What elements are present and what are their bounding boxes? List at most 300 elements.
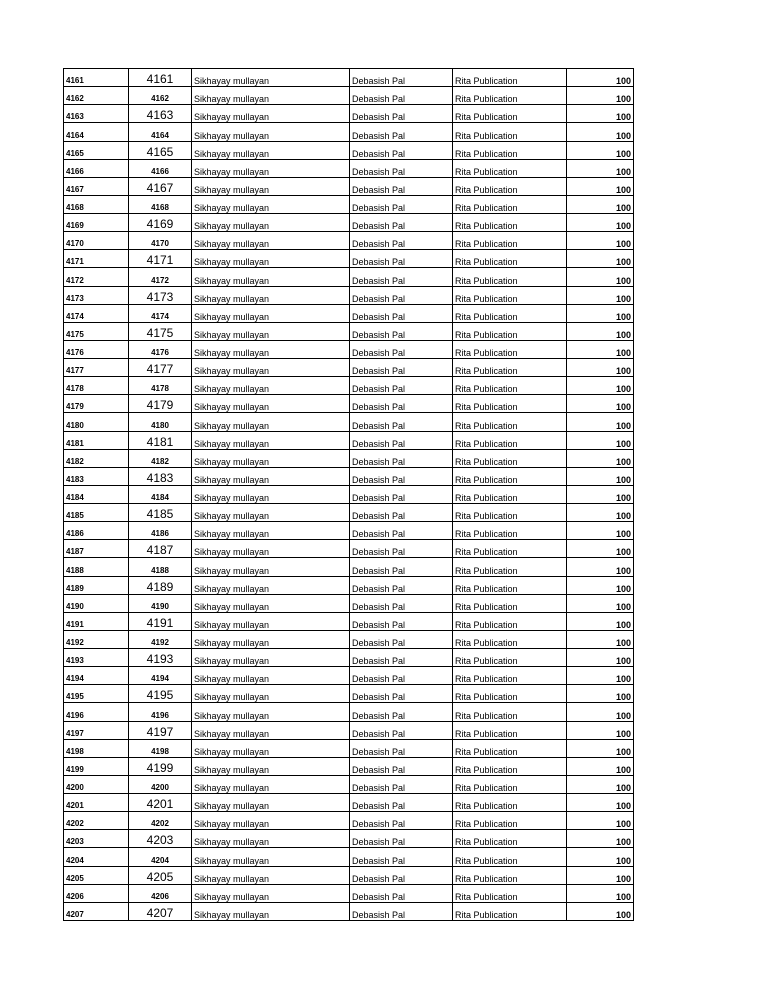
serial-cell: 4166 [64, 159, 129, 177]
author-cell: Debasish Pal [350, 757, 453, 775]
publisher-cell: Rita Publication [453, 87, 567, 105]
publisher-cell: Rita Publication [453, 558, 567, 576]
price-cell: 100 [567, 377, 634, 395]
price-cell: 100 [567, 685, 634, 703]
author-cell: Debasish Pal [350, 866, 453, 884]
book-number-cell: 4186 [129, 522, 192, 540]
table-row [64, 576, 634, 594]
title-cell: Sikhayay mullayan [192, 576, 350, 594]
book-number-cell: 4194 [129, 667, 192, 685]
publisher-cell: Rita Publication [453, 794, 567, 812]
price-cell: 100 [567, 902, 634, 920]
table-row [64, 395, 634, 413]
author-cell: Debasish Pal [350, 250, 453, 268]
title-cell: Sikhayay mullayan [192, 775, 350, 793]
price-cell: 100 [567, 431, 634, 449]
publisher-cell: Rita Publication [453, 340, 567, 358]
book-number-cell: 4202 [129, 812, 192, 830]
price-cell: 100 [567, 214, 634, 232]
book-number-cell: 4182 [129, 449, 192, 467]
author-cell: Debasish Pal [350, 812, 453, 830]
price-cell: 100 [567, 304, 634, 322]
price-cell: 100 [567, 667, 634, 685]
table-row [64, 485, 634, 503]
price-cell: 100 [567, 449, 634, 467]
publisher-cell: Rita Publication [453, 286, 567, 304]
title-cell: Sikhayay mullayan [192, 830, 350, 848]
book-number-cell: 4163 [129, 105, 192, 123]
table-row [64, 214, 634, 232]
serial-cell: 4203 [64, 830, 129, 848]
price-cell: 100 [567, 250, 634, 268]
table-row [64, 141, 634, 159]
book-number-cell: 4179 [129, 395, 192, 413]
book-number-cell: 4165 [129, 141, 192, 159]
book-number-cell: 4192 [129, 630, 192, 648]
serial-cell: 4196 [64, 703, 129, 721]
author-cell: Debasish Pal [350, 195, 453, 213]
price-cell: 100 [567, 830, 634, 848]
table-row [64, 902, 634, 920]
book-number-cell: 4200 [129, 775, 192, 793]
table-row [64, 413, 634, 431]
author-cell: Debasish Pal [350, 431, 453, 449]
price-cell: 100 [567, 232, 634, 250]
publisher-cell: Rita Publication [453, 504, 567, 522]
price-cell: 100 [567, 812, 634, 830]
serial-cell: 4186 [64, 522, 129, 540]
author-cell: Debasish Pal [350, 667, 453, 685]
title-cell: Sikhayay mullayan [192, 232, 350, 250]
table-row [64, 286, 634, 304]
publisher-cell: Rita Publication [453, 739, 567, 757]
title-cell: Sikhayay mullayan [192, 522, 350, 540]
price-cell: 100 [567, 576, 634, 594]
author-cell: Debasish Pal [350, 830, 453, 848]
serial-cell: 4195 [64, 685, 129, 703]
publisher-cell: Rita Publication [453, 467, 567, 485]
serial-cell: 4175 [64, 322, 129, 340]
table-row [64, 594, 634, 612]
author-cell: Debasish Pal [350, 105, 453, 123]
price-cell: 100 [567, 359, 634, 377]
author-cell: Debasish Pal [350, 504, 453, 522]
serial-cell: 4197 [64, 721, 129, 739]
title-cell: Sikhayay mullayan [192, 105, 350, 123]
book-number-cell: 4205 [129, 866, 192, 884]
serial-cell: 4202 [64, 812, 129, 830]
book-number-cell: 4187 [129, 540, 192, 558]
author-cell: Debasish Pal [350, 794, 453, 812]
publisher-cell: Rita Publication [453, 667, 567, 685]
title-cell: Sikhayay mullayan [192, 268, 350, 286]
book-number-cell: 4189 [129, 576, 192, 594]
serial-cell: 4172 [64, 268, 129, 286]
title-cell: Sikhayay mullayan [192, 159, 350, 177]
title-cell: Sikhayay mullayan [192, 123, 350, 141]
book-number-cell: 4180 [129, 413, 192, 431]
table-row [64, 123, 634, 141]
publisher-cell: Rita Publication [453, 485, 567, 503]
serial-cell: 4189 [64, 576, 129, 594]
price-cell: 100 [567, 612, 634, 630]
serial-cell: 4178 [64, 377, 129, 395]
table-row [64, 794, 634, 812]
book-number-cell: 4171 [129, 250, 192, 268]
table-row [64, 540, 634, 558]
author-cell: Debasish Pal [350, 594, 453, 612]
author-cell: Debasish Pal [350, 649, 453, 667]
author-cell: Debasish Pal [350, 359, 453, 377]
price-cell: 100 [567, 540, 634, 558]
title-cell: Sikhayay mullayan [192, 340, 350, 358]
publisher-cell: Rita Publication [453, 250, 567, 268]
publisher-cell: Rita Publication [453, 377, 567, 395]
table-row [64, 685, 634, 703]
serial-cell: 4161 [64, 69, 129, 87]
serial-cell: 4180 [64, 413, 129, 431]
publisher-cell: Rita Publication [453, 630, 567, 648]
table-row [64, 775, 634, 793]
price-cell: 100 [567, 159, 634, 177]
price-cell: 100 [567, 504, 634, 522]
title-cell: Sikhayay mullayan [192, 431, 350, 449]
publisher-cell: Rita Publication [453, 322, 567, 340]
title-cell: Sikhayay mullayan [192, 69, 350, 87]
book-number-cell: 4181 [129, 431, 192, 449]
serial-cell: 4181 [64, 431, 129, 449]
serial-cell: 4184 [64, 485, 129, 503]
book-number-cell: 4168 [129, 195, 192, 213]
price-cell: 100 [567, 69, 634, 87]
author-cell: Debasish Pal [350, 214, 453, 232]
price-cell: 100 [567, 123, 634, 141]
title-cell: Sikhayay mullayan [192, 884, 350, 902]
author-cell: Debasish Pal [350, 703, 453, 721]
book-number-cell: 4169 [129, 214, 192, 232]
publisher-cell: Rita Publication [453, 123, 567, 141]
table-row [64, 177, 634, 195]
author-cell: Debasish Pal [350, 413, 453, 431]
price-cell: 100 [567, 322, 634, 340]
publisher-cell: Rita Publication [453, 703, 567, 721]
author-cell: Debasish Pal [350, 322, 453, 340]
price-cell: 100 [567, 757, 634, 775]
serial-cell: 4171 [64, 250, 129, 268]
price-cell: 100 [567, 558, 634, 576]
serial-cell: 4176 [64, 340, 129, 358]
serial-cell: 4168 [64, 195, 129, 213]
title-cell: Sikhayay mullayan [192, 177, 350, 195]
publisher-cell: Rita Publication [453, 232, 567, 250]
publisher-cell: Rita Publication [453, 649, 567, 667]
publisher-cell: Rita Publication [453, 177, 567, 195]
book-number-cell: 4162 [129, 87, 192, 105]
author-cell: Debasish Pal [350, 884, 453, 902]
book-number-cell: 4175 [129, 322, 192, 340]
book-number-cell: 4178 [129, 377, 192, 395]
serial-cell: 4164 [64, 123, 129, 141]
title-cell: Sikhayay mullayan [192, 757, 350, 775]
author-cell: Debasish Pal [350, 268, 453, 286]
title-cell: Sikhayay mullayan [192, 141, 350, 159]
title-cell: Sikhayay mullayan [192, 612, 350, 630]
author-cell: Debasish Pal [350, 123, 453, 141]
price-cell: 100 [567, 866, 634, 884]
price-cell: 100 [567, 195, 634, 213]
table-row [64, 431, 634, 449]
serial-cell: 4170 [64, 232, 129, 250]
table-row [64, 322, 634, 340]
publisher-cell: Rita Publication [453, 159, 567, 177]
serial-cell: 4163 [64, 105, 129, 123]
publisher-cell: Rita Publication [453, 757, 567, 775]
publisher-cell: Rita Publication [453, 413, 567, 431]
book-number-cell: 4190 [129, 594, 192, 612]
publisher-cell: Rita Publication [453, 830, 567, 848]
serial-cell: 4198 [64, 739, 129, 757]
title-cell: Sikhayay mullayan [192, 649, 350, 667]
serial-cell: 4187 [64, 540, 129, 558]
author-cell: Debasish Pal [350, 69, 453, 87]
title-cell: Sikhayay mullayan [192, 214, 350, 232]
serial-cell: 4174 [64, 304, 129, 322]
book-number-cell: 4170 [129, 232, 192, 250]
table-row [64, 522, 634, 540]
author-cell: Debasish Pal [350, 721, 453, 739]
serial-cell: 4173 [64, 286, 129, 304]
serial-cell: 4177 [64, 359, 129, 377]
book-number-cell: 4193 [129, 649, 192, 667]
book-number-cell: 4177 [129, 359, 192, 377]
table-row [64, 105, 634, 123]
table-row [64, 159, 634, 177]
author-cell: Debasish Pal [350, 177, 453, 195]
serial-cell: 4179 [64, 395, 129, 413]
price-cell: 100 [567, 775, 634, 793]
table-row [64, 504, 634, 522]
title-cell: Sikhayay mullayan [192, 594, 350, 612]
publisher-cell: Rita Publication [453, 721, 567, 739]
table-row [64, 848, 634, 866]
serial-cell: 4182 [64, 449, 129, 467]
price-cell: 100 [567, 467, 634, 485]
title-cell: Sikhayay mullayan [192, 304, 350, 322]
price-cell: 100 [567, 340, 634, 358]
serial-cell: 4204 [64, 848, 129, 866]
publisher-cell: Rita Publication [453, 884, 567, 902]
price-cell: 100 [567, 703, 634, 721]
price-cell: 100 [567, 395, 634, 413]
book-number-cell: 4161 [129, 69, 192, 87]
table-row [64, 195, 634, 213]
table-row [64, 812, 634, 830]
price-cell: 100 [567, 649, 634, 667]
serial-cell: 4206 [64, 884, 129, 902]
table-row [64, 739, 634, 757]
serial-cell: 4169 [64, 214, 129, 232]
table-row [64, 340, 634, 358]
author-cell: Debasish Pal [350, 467, 453, 485]
author-cell: Debasish Pal [350, 286, 453, 304]
table-row [64, 250, 634, 268]
publisher-cell: Rita Publication [453, 576, 567, 594]
author-cell: Debasish Pal [350, 775, 453, 793]
publisher-cell: Rita Publication [453, 594, 567, 612]
publisher-cell: Rita Publication [453, 522, 567, 540]
publisher-cell: Rita Publication [453, 268, 567, 286]
author-cell: Debasish Pal [350, 558, 453, 576]
publisher-cell: Rita Publication [453, 214, 567, 232]
book-number-cell: 4206 [129, 884, 192, 902]
title-cell: Sikhayay mullayan [192, 812, 350, 830]
title-cell: Sikhayay mullayan [192, 286, 350, 304]
publisher-cell: Rita Publication [453, 775, 567, 793]
publisher-cell: Rita Publication [453, 141, 567, 159]
author-cell: Debasish Pal [350, 612, 453, 630]
author-cell: Debasish Pal [350, 159, 453, 177]
table-row [64, 304, 634, 322]
title-cell: Sikhayay mullayan [192, 467, 350, 485]
serial-cell: 4205 [64, 866, 129, 884]
book-number-cell: 4176 [129, 340, 192, 358]
price-cell: 100 [567, 87, 634, 105]
book-list-table [63, 68, 634, 921]
table-row [64, 449, 634, 467]
publisher-cell: Rita Publication [453, 105, 567, 123]
price-cell: 100 [567, 268, 634, 286]
price-cell: 100 [567, 739, 634, 757]
publisher-cell: Rita Publication [453, 304, 567, 322]
serial-cell: 4194 [64, 667, 129, 685]
serial-cell: 4185 [64, 504, 129, 522]
serial-cell: 4207 [64, 902, 129, 920]
title-cell: Sikhayay mullayan [192, 721, 350, 739]
title-cell: Sikhayay mullayan [192, 630, 350, 648]
book-number-cell: 4164 [129, 123, 192, 141]
serial-cell: 4183 [64, 467, 129, 485]
serial-cell: 4192 [64, 630, 129, 648]
title-cell: Sikhayay mullayan [192, 685, 350, 703]
author-cell: Debasish Pal [350, 576, 453, 594]
book-number-cell: 4183 [129, 467, 192, 485]
book-number-cell: 4207 [129, 902, 192, 920]
author-cell: Debasish Pal [350, 141, 453, 159]
title-cell: Sikhayay mullayan [192, 739, 350, 757]
table-row [64, 359, 634, 377]
table-row [64, 721, 634, 739]
price-cell: 100 [567, 794, 634, 812]
title-cell: Sikhayay mullayan [192, 250, 350, 268]
publisher-cell: Rita Publication [453, 69, 567, 87]
table-row [64, 612, 634, 630]
table-row [64, 830, 634, 848]
author-cell: Debasish Pal [350, 395, 453, 413]
book-number-cell: 4167 [129, 177, 192, 195]
title-cell: Sikhayay mullayan [192, 848, 350, 866]
book-number-cell: 4174 [129, 304, 192, 322]
publisher-cell: Rita Publication [453, 866, 567, 884]
table-row [64, 649, 634, 667]
price-cell: 100 [567, 848, 634, 866]
author-cell: Debasish Pal [350, 340, 453, 358]
table-row [64, 757, 634, 775]
title-cell: Sikhayay mullayan [192, 866, 350, 884]
author-cell: Debasish Pal [350, 485, 453, 503]
publisher-cell: Rita Publication [453, 848, 567, 866]
publisher-cell: Rita Publication [453, 812, 567, 830]
title-cell: Sikhayay mullayan [192, 359, 350, 377]
serial-cell: 4188 [64, 558, 129, 576]
serial-cell: 4200 [64, 775, 129, 793]
publisher-cell: Rita Publication [453, 195, 567, 213]
author-cell: Debasish Pal [350, 87, 453, 105]
author-cell: Debasish Pal [350, 630, 453, 648]
title-cell: Sikhayay mullayan [192, 558, 350, 576]
serial-cell: 4191 [64, 612, 129, 630]
book-number-cell: 4199 [129, 757, 192, 775]
table-row [64, 69, 634, 87]
price-cell: 100 [567, 594, 634, 612]
book-number-cell: 4196 [129, 703, 192, 721]
publisher-cell: Rita Publication [453, 612, 567, 630]
table-row [64, 630, 634, 648]
title-cell: Sikhayay mullayan [192, 902, 350, 920]
price-cell: 100 [567, 105, 634, 123]
book-number-cell: 4191 [129, 612, 192, 630]
table-body [64, 69, 634, 921]
book-number-cell: 4185 [129, 504, 192, 522]
author-cell: Debasish Pal [350, 232, 453, 250]
book-number-cell: 4201 [129, 794, 192, 812]
title-cell: Sikhayay mullayan [192, 195, 350, 213]
table-row [64, 558, 634, 576]
title-cell: Sikhayay mullayan [192, 449, 350, 467]
title-cell: Sikhayay mullayan [192, 377, 350, 395]
title-cell: Sikhayay mullayan [192, 540, 350, 558]
book-number-cell: 4172 [129, 268, 192, 286]
price-cell: 100 [567, 141, 634, 159]
serial-cell: 4193 [64, 649, 129, 667]
title-cell: Sikhayay mullayan [192, 794, 350, 812]
author-cell: Debasish Pal [350, 377, 453, 395]
book-number-cell: 4173 [129, 286, 192, 304]
publisher-cell: Rita Publication [453, 395, 567, 413]
author-cell: Debasish Pal [350, 540, 453, 558]
serial-cell: 4199 [64, 757, 129, 775]
price-cell: 100 [567, 485, 634, 503]
book-number-cell: 4197 [129, 721, 192, 739]
title-cell: Sikhayay mullayan [192, 322, 350, 340]
book-number-cell: 4166 [129, 159, 192, 177]
author-cell: Debasish Pal [350, 685, 453, 703]
price-cell: 100 [567, 177, 634, 195]
title-cell: Sikhayay mullayan [192, 395, 350, 413]
table-row [64, 232, 634, 250]
table-row [64, 268, 634, 286]
serial-cell: 4201 [64, 794, 129, 812]
author-cell: Debasish Pal [350, 304, 453, 322]
price-cell: 100 [567, 522, 634, 540]
author-cell: Debasish Pal [350, 522, 453, 540]
title-cell: Sikhayay mullayan [192, 87, 350, 105]
title-cell: Sikhayay mullayan [192, 485, 350, 503]
serial-cell: 4162 [64, 87, 129, 105]
publisher-cell: Rita Publication [453, 902, 567, 920]
title-cell: Sikhayay mullayan [192, 504, 350, 522]
price-cell: 100 [567, 884, 634, 902]
publisher-cell: Rita Publication [453, 359, 567, 377]
